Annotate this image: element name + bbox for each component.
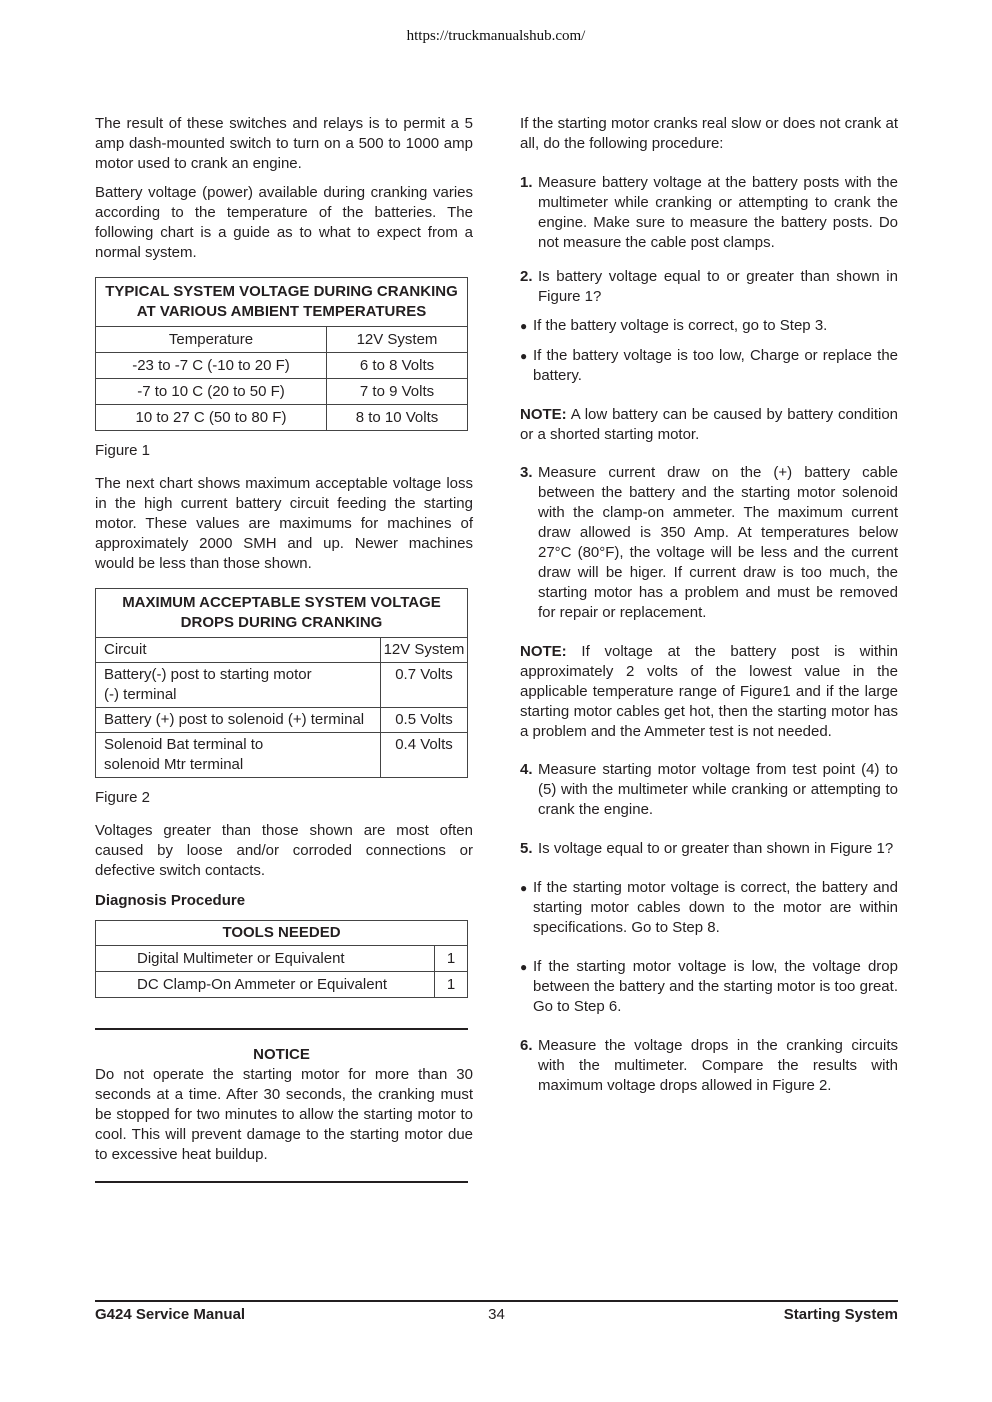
intro-paragraph: The result of these switches and relays is to permit a 5 amp dash-mounted switch to turn on a 500 to 1000 amp motor used to crank an engine. [95,115,473,172]
circuit-line: Battery(-) post to starting motor [104,666,312,683]
circuit-line: solenoid Mtr terminal [104,756,244,773]
right-column [520,114,898,1096]
diagnosis-heading: Diagnosis Procedure [95,892,246,909]
note-text: If voltage at the battery post is within approximately 2 volts of the lowest value in the applicable temperature range of Figure1 and if the large starting motor cables get hot, then the starting motor has a problem and the Ammeter test is not needed. [520,643,898,740]
table-header-temperature: Temperature [96,327,327,353]
table-row [96,733,468,778]
note-paragraph [520,642,898,742]
circuit-line: Solenoid Bat terminal to [104,736,264,753]
typical-voltage-table [95,277,468,431]
step-text: Measure the voltage drops in the cranking circuits with the multimeter. Compare the results with maximum voltage drops allowed in Figure 2. [538,1037,898,1094]
note-paragraph [520,405,898,445]
step-text: Measure starting motor voltage from test point (4) to (5) with the multimeter while cranking or attempting to crank the engine. [538,761,898,818]
table-row [96,946,468,972]
table-cell: Digital Multimeter or Equivalent [96,946,435,972]
notice-box [95,1028,468,1065]
figure-2-caption: Figure 2 [95,789,151,806]
bullet-icon: ● [520,349,528,363]
table-cell: 1 [435,972,468,998]
table-cell: 6 to 8 Volts [327,353,468,379]
table-row [96,405,468,431]
section-title: Starting System [783,1306,898,1323]
table-row [96,972,468,998]
procedure-step [520,1036,898,1096]
procedure-step [520,267,898,307]
note-text: A low battery can be caused by battery condition or a shorted starting motor. [520,406,898,443]
table-title: TOOLS NEEDED [96,921,468,946]
bullet-icon: ● [520,881,528,895]
table-cell: 0.5 Volts [381,708,468,733]
bullet-icon: ● [520,319,528,333]
table-cell [96,733,381,778]
step-text: Measure battery voltage at the battery posts with the multimeter while cranking or attempting to crank the engine. Make sure to measure the battery posts. Do not measure the cable post clamps. [538,174,898,251]
left-column [95,114,473,1183]
table-cell: 0.7 Volts [381,663,468,708]
bullet-item [520,878,898,938]
step-text: Is voltage equal to or greater than shown in Figure 1? [538,840,894,857]
bullet-text: If the battery voltage is correct, go to Step 3. [533,317,828,334]
table-row [96,708,468,733]
table-title: TYPICAL SYSTEM VOLTAGE DURING CRANKING AT VARIOUS AMBIENT TEMPERATURES [96,278,468,327]
procedure-step [520,463,898,623]
bullet-item [520,316,898,336]
footer-divider [95,1300,898,1302]
procedure-intro: If the starting motor cranks real slow or does not crank at all, do the following procedure: [520,115,898,152]
table-cell: -23 to -7 C (-10 to 20 F) [96,353,327,379]
step-number: 2. [520,268,533,285]
table-header-circuit: Circuit [96,638,381,663]
voltage-loss-paragraph: The next chart shows maximum acceptable voltage loss in the high current battery circuit feeding the starting motor. These values are maximums for machines of approximately 2000 SMH and up. Newer machines would be less than those shown. [95,475,473,572]
notice-title: NOTICE [253,1046,310,1063]
bullet-item [520,957,898,1017]
table-cell: 8 to 10 Volts [327,405,468,431]
voltages-greater-paragraph: Voltages greater than those shown are most often caused by loose and/or corroded connections or defective switch contacts. [95,822,473,879]
step-text: Measure current draw on the (+) battery cable between the battery and the starting motor solenoid with the clamp-on ammeter. The maximum current draw allowed is 350 Amp. At temperatures below 27°C (80°F), the voltage will be less and the current draw will be higer. If current draw is too much, the starting motor has a problem and must be removed for repair or replacement. [538,464,898,621]
table-row [96,379,468,405]
step-text: Is battery voltage equal to or greater than shown in Figure 1? [538,268,898,305]
table-header-system: 12V System [381,638,468,663]
voltage-drops-table [95,588,468,778]
notice-text: Do not operate the starting motor for more than 30 seconds at a time. After 30 seconds, the cranking must be stopped for two minutes to allow the starting motor to cool. This will prevent damage to the starting motor due to excessive heat buildup. [95,1066,473,1163]
table-title: MAXIMUM ACCEPTABLE SYSTEM VOLTAGE DROPS DURING CRANKING [96,589,468,638]
circuit-line: (-) terminal [104,686,177,703]
bullet-text: If the battery voltage is too low, Charge or replace the battery. [533,347,898,384]
bullet-text: If the starting motor voltage is low, the voltage drop between the battery and the starting motor is too great. Go to Step 6. [533,958,898,1015]
procedure-step [520,839,898,859]
table-header-system: 12V System [327,327,468,353]
table-cell: DC Clamp-On Ammeter or Equivalent [96,972,435,998]
table-row [96,663,468,708]
step-number: 4. [520,761,533,778]
manual-title: G424 Service Manual [95,1306,246,1323]
note-label: NOTE: [520,643,567,660]
table-cell: 10 to 27 C (50 to 80 F) [96,405,327,431]
note-label: NOTE: [520,406,567,423]
table-cell: 0.4 Volts [381,733,468,778]
bullet-icon: ● [520,960,528,974]
tools-table [95,920,468,998]
source-url: https://truckmanualshub.com/ [406,28,586,44]
table-cell: Battery (+) post to solenoid (+) terminal [96,708,381,733]
notice-divider [95,1181,468,1183]
table-cell: -7 to 10 C (20 to 50 F) [96,379,327,405]
step-number: 6. [520,1037,533,1054]
battery-voltage-paragraph: Battery voltage (power) available during cranking varies according to the temperature of the batteries. The following chart is a guide as to what to expect from a normal system. [95,184,473,261]
step-number: 3. [520,464,533,481]
bullet-text: If the starting motor voltage is correct, the battery and starting motor cables down to the motor are within specifications. Go to Step 8. [533,879,898,936]
table-cell: 7 to 9 Volts [327,379,468,405]
table-cell: 1 [435,946,468,972]
page-number: 34 [488,1306,505,1323]
step-number: 5. [520,840,533,857]
step-number: 1. [520,174,533,191]
figure-1-caption: Figure 1 [95,442,151,459]
bullet-item [520,346,898,386]
procedure-step [520,760,898,820]
table-row [96,353,468,379]
procedure-step [520,173,898,253]
table-cell [96,663,381,708]
